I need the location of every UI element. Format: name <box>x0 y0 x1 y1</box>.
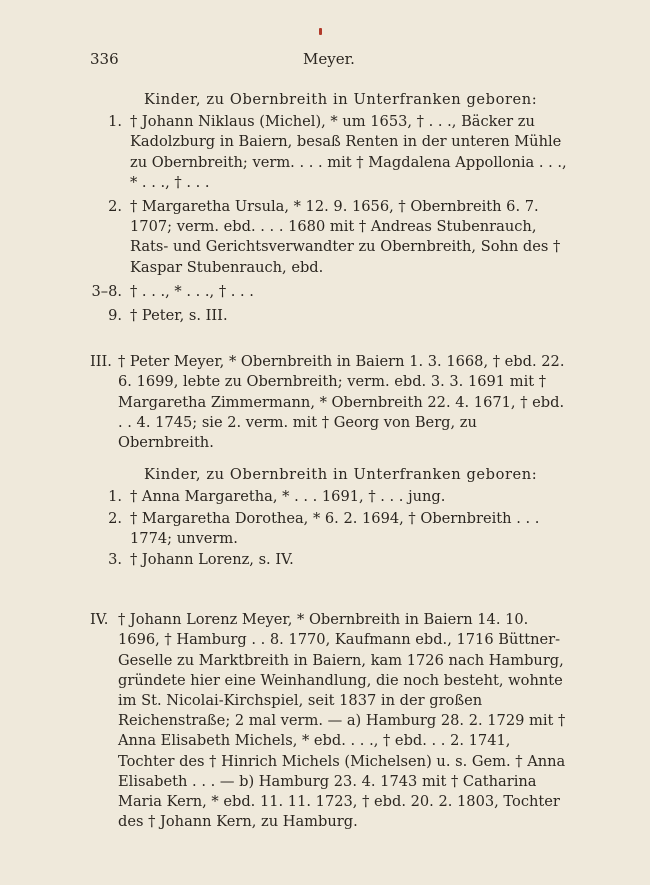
item-text: † Johann Niklaus (Michel), * um 1653, † . . ., Bäcker zu Kadolzburg in Baiern, besaß Renten in der unteren Mühle zu Obernbreith; verm. . . . mit † Magdalena Appollonia . . ., * . . ., † . . . <box>130 113 567 191</box>
item-text: † Margaretha Dorothea, * 6. 2. 1694, † Obernbreith . . . 1774; unverm. <box>130 509 540 547</box>
children-heading-ii: Kinder, zu Obernbreith in Unterfranken geboren: <box>144 91 538 108</box>
list-item <box>90 550 570 570</box>
item-number: 1. <box>108 113 122 131</box>
list-item <box>90 282 570 302</box>
item-number: 2. <box>108 198 122 216</box>
item-text: † Anna Margaretha, * . . . 1691, † . . . jung. <box>130 488 446 506</box>
item-number: 2. <box>108 509 122 527</box>
item-text: † Margaretha Ursula, * 12. 9. 1656, † Obernbreith 6. 7. 1707; verm. ebd. . . . 1680 mit † Andreas Stubenrauch, Rats- und Gerichtsverwandter zu Obernbreith, Sohn des † Kaspar Stubenrauch, ebd. <box>130 198 561 276</box>
page-header <box>90 50 568 72</box>
item-number: 3–8. <box>91 282 122 300</box>
children-list-iii <box>90 487 570 570</box>
page-number: 336 <box>90 50 119 68</box>
generation-number: IV. <box>90 611 109 629</box>
item-text: † Peter, s. III. <box>130 307 228 325</box>
list-item <box>90 487 570 507</box>
list-item <box>90 509 570 549</box>
page-body <box>90 90 570 845</box>
generation-iii-entry <box>90 352 570 453</box>
generation-number: III. <box>90 353 112 371</box>
list-item <box>90 197 570 278</box>
item-number: 9. <box>108 307 122 325</box>
entry-text: † Johann Lorenz Meyer, * Obernbreith in Baiern 14. 10. 1696, † Hamburg . . 8. 1770, Kaufmann ebd., 1716 Büttner-Geselle zu Marktbreith in Baiern, kam 1726 nach Hamburg, gründete hier eine Weinhandlung, die noch besteht, wohnte im St. Nicolai-Kirchspiel, seit 1837 in der großen Reichenstraße; 2 mal verm. — a) Hamburg 28. 2. 1729 mit † Anna Elisabeth Michels, * ebd. . . ., † ebd. . . 2. 1741, Tochter des † Hinrich Michels (Michelsen) u. s. Gem. † Anna Elisabeth . . . — b) Hamburg 23. 4. 1743 mit † Catharina Maria Kern, * ebd. 11. 11. 1723, † ebd. 20. 2. 1803, Tochter des † Johann Kern, zu Hamburg. <box>118 611 566 831</box>
item-number: 3. <box>108 551 122 569</box>
list-item <box>90 306 570 326</box>
ink-mark <box>319 28 322 35</box>
entry-text: † Peter Meyer, * Obernbreith in Baiern 1. 3. 1668, † ebd. 22. 6. 1699, lebte zu Obernbreith; verm. ebd. 3. 3. 1691 mit † Margaretha Zimmermann, * Obernbreith 22. 4. 1671, † ebd. . . 4. 1745; sie 2. verm. mit † Georg von Berg, zu Obernbreith. <box>118 353 565 452</box>
children-heading-iii: Kinder, zu Obernbreith in Unterfranken geboren: <box>144 466 538 484</box>
list-item <box>90 112 570 193</box>
item-number: 1. <box>108 488 122 506</box>
running-title: Meyer. <box>303 50 355 68</box>
generation-iv-entry <box>90 610 570 832</box>
item-text: † Johann Lorenz, s. IV. <box>130 551 294 569</box>
item-text: † . . ., * . . ., † . . . <box>130 282 254 300</box>
